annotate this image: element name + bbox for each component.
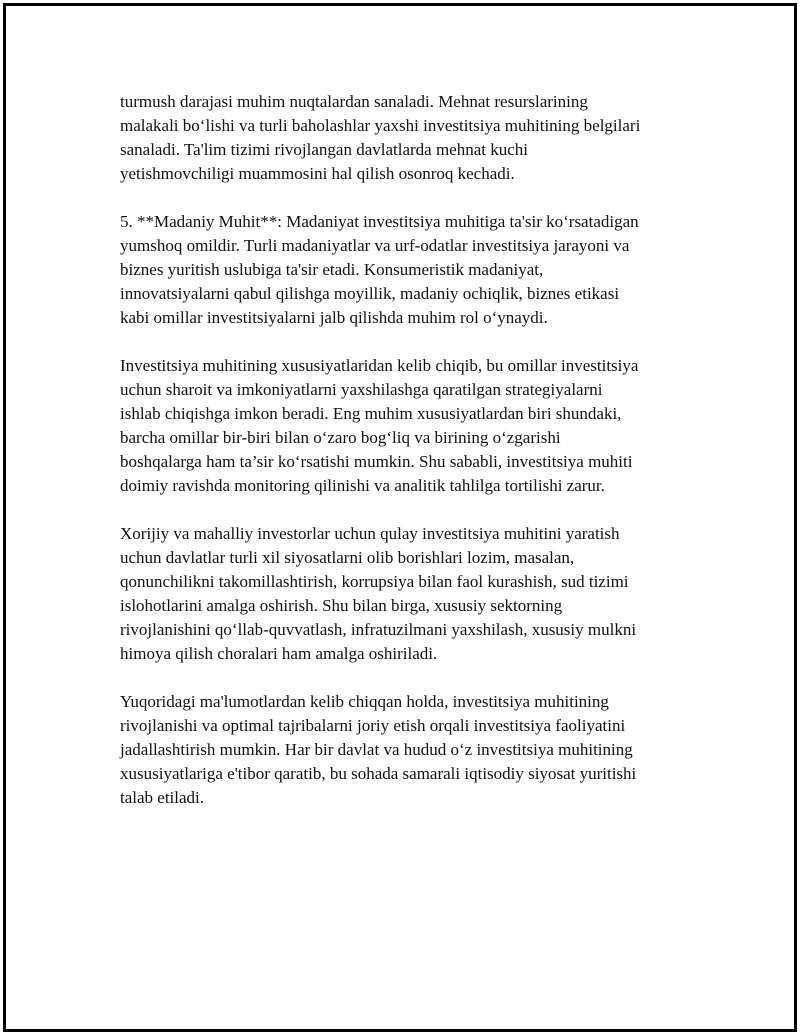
paragraph-conclusion: Yuqoridagi ma'lumotlardan kelib chiqqan holda, investitsiya muhitining rivojlanishi va optimal tajribalarni joriy etish orqali investitsiya faoliyatini jadallashtirish mumkin. Har bir davlat va hudud o‘z investitsiya muhitining xususiyatlariga e'tibor qaratib, bu sohada samarali iqtisodiy siyosat yuritishi talab etiladi. — [120, 692, 637, 807]
paragraph-cultural-environment: 5. **Madaniy Muhit**: Madaniyat investitsiya muhitiga ta'sir ko‘rsatadigan yumshoq omildir. Turli madaniyatlar va urf-odatlar investitsiya jarayoni va biznes yuritish uslubiga ta'sir etadi. Konsumeristik madaniyat, innovatsiyalarni qabul qilishga moyillik, madaniy ochiqlik, biznes etikasi kabi omillar investitsiyalarni jalb qilishda muhim rol o‘ynaydi. — [120, 212, 639, 327]
paragraph-living-standards: turmush darajasi muhim nuqtalardan sanaladi. Mehnat resurslarining malakali bo‘lishi va turli baholashlar yaxshi investitsiya muhitining belgilari sanaladi. Ta'lim tizimi rivojlangan davlatlarda mehnat kuchi yetishmovchiligi muammosini hal qilish osonroq kechadi. — [120, 92, 641, 183]
paragraph-investment-factors: Investitsiya muhitining xususiyatlaridan kelib chiqib, bu omillar investitsiya uchun sharoit va imkoniyatlarni yaxshilashga qaratilgan strategiyalarni ishlab chiqishga imkon beradi. Eng muhim xususiyatlardan biri shundaki, barcha omillar bir-biri bilan o‘zaro bog‘liq va birining o‘zgarishi boshqalarga ham ta’sir ko‘rsatishi mumkin. Shu sababli, investitsiya muhiti doimiy ravishda monitoring qilinishi va analitik tahlilga tortilishi zarur. — [120, 356, 639, 495]
page-frame — [3, 3, 797, 1032]
document-body — [120, 90, 692, 834]
paragraph-government-policies: Xorijiy va mahalliy investorlar uchun qulay investitsiya muhitini yaratish uchun davlatlar turli xil siyosatlarni olib borishlari lozim, masalan, qonunchilikni takomillashtirish, korrupsiya bilan faol kurashish, sud tizimi islohotlarini amalga oshirish. Shu bilan birga, xususiy sektorning rivojlanishini qo‘llab-quvvatlash, infratuzilmani yaxshilash, xususiy mulkni himoya qilish choralari ham amalga oshiriladi. — [120, 524, 637, 663]
